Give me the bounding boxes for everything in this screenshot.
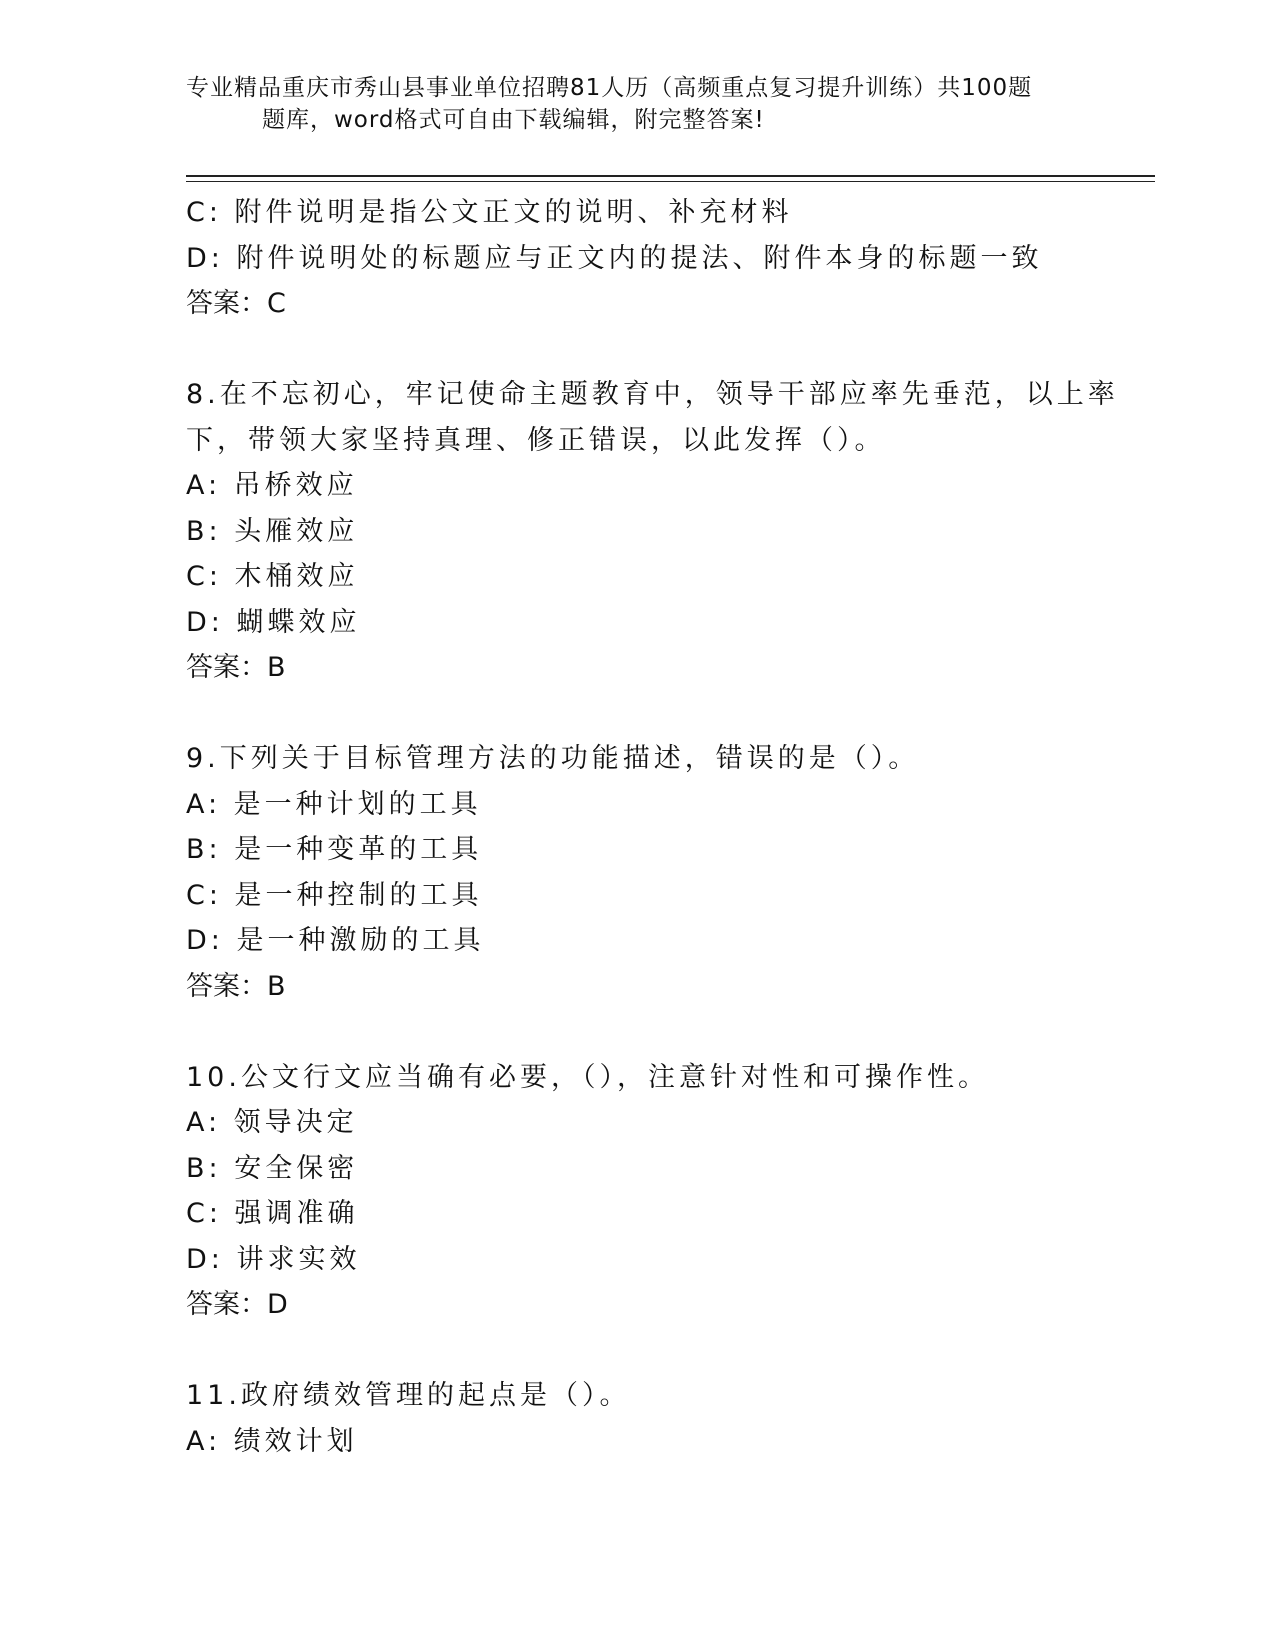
answer-line: 答案：B [186,652,286,683]
option-c: C: 强调准确 [186,1198,359,1229]
header-divider-thin [186,181,1155,182]
question-stem: 11.政府绩效管理的起点是（）。 [186,1380,631,1411]
option-a: A: 领导决定 [186,1107,358,1138]
option-d: D: 是一种激励的工具 [186,925,485,956]
spacer [186,1328,1086,1374]
option-c: C: 是一种控制的工具 [186,879,483,911]
option-b: B: 安全保密 [186,1152,359,1184]
question-8 [186,372,1119,691]
option-b: B: 是一种变革的工具 [186,834,483,865]
option-d: D: 附件说明处的标题应与正文内的提法、附件本身的标题一致 [186,242,1043,274]
question-9 [186,736,1086,1009]
option-c: C: 附件说明是指公文正文的说明、补充材料 [186,197,793,228]
question-stem: 8.在不忘初心，牢记使命主题教育中，领导干部应率先垂范，以上率 [186,379,1119,410]
option-c: C: 木桶效应 [186,561,359,592]
option-a: A: 是一种计划的工具 [186,788,482,820]
header-title-line-1: 专业精品重庆市秀山县事业单位招聘81人历（高频重点复习提升训练）共100题 [186,75,1033,101]
question-11 [186,1373,1086,1464]
answer-line: 答案：B [186,970,286,1002]
spacer [186,327,1086,373]
spacer [186,1009,1086,1055]
answer-line: 答案：C [186,288,286,319]
header-title-line-2: 题库，word格式可自由下载编辑，附完整答案! [262,107,765,133]
option-a: A: 吊桥效应 [186,470,358,501]
question-10 [186,1055,1086,1328]
document-header [186,72,1086,136]
header-divider-thick [186,175,1155,177]
option-d: D: 蝴蝶效应 [186,606,361,638]
option-d: D: 讲求实效 [186,1243,361,1275]
option-b: B: 头雁效应 [186,515,359,547]
document-body [186,190,1119,1464]
answer-line: 答案：D [186,1289,288,1320]
spacer [186,691,1086,737]
previous-question-fragment [186,190,1086,327]
option-a: A: 绩效计划 [186,1425,358,1457]
question-stem-continued: 下，带领大家坚持真理、修正错误，以此发挥（）。 [186,424,886,456]
question-stem: 10.公文行文应当确有必要，（），注意针对性和可操作性。 [186,1061,989,1093]
question-stem: 9.下列关于目标管理方法的功能描述，错误的是（）。 [186,743,920,774]
